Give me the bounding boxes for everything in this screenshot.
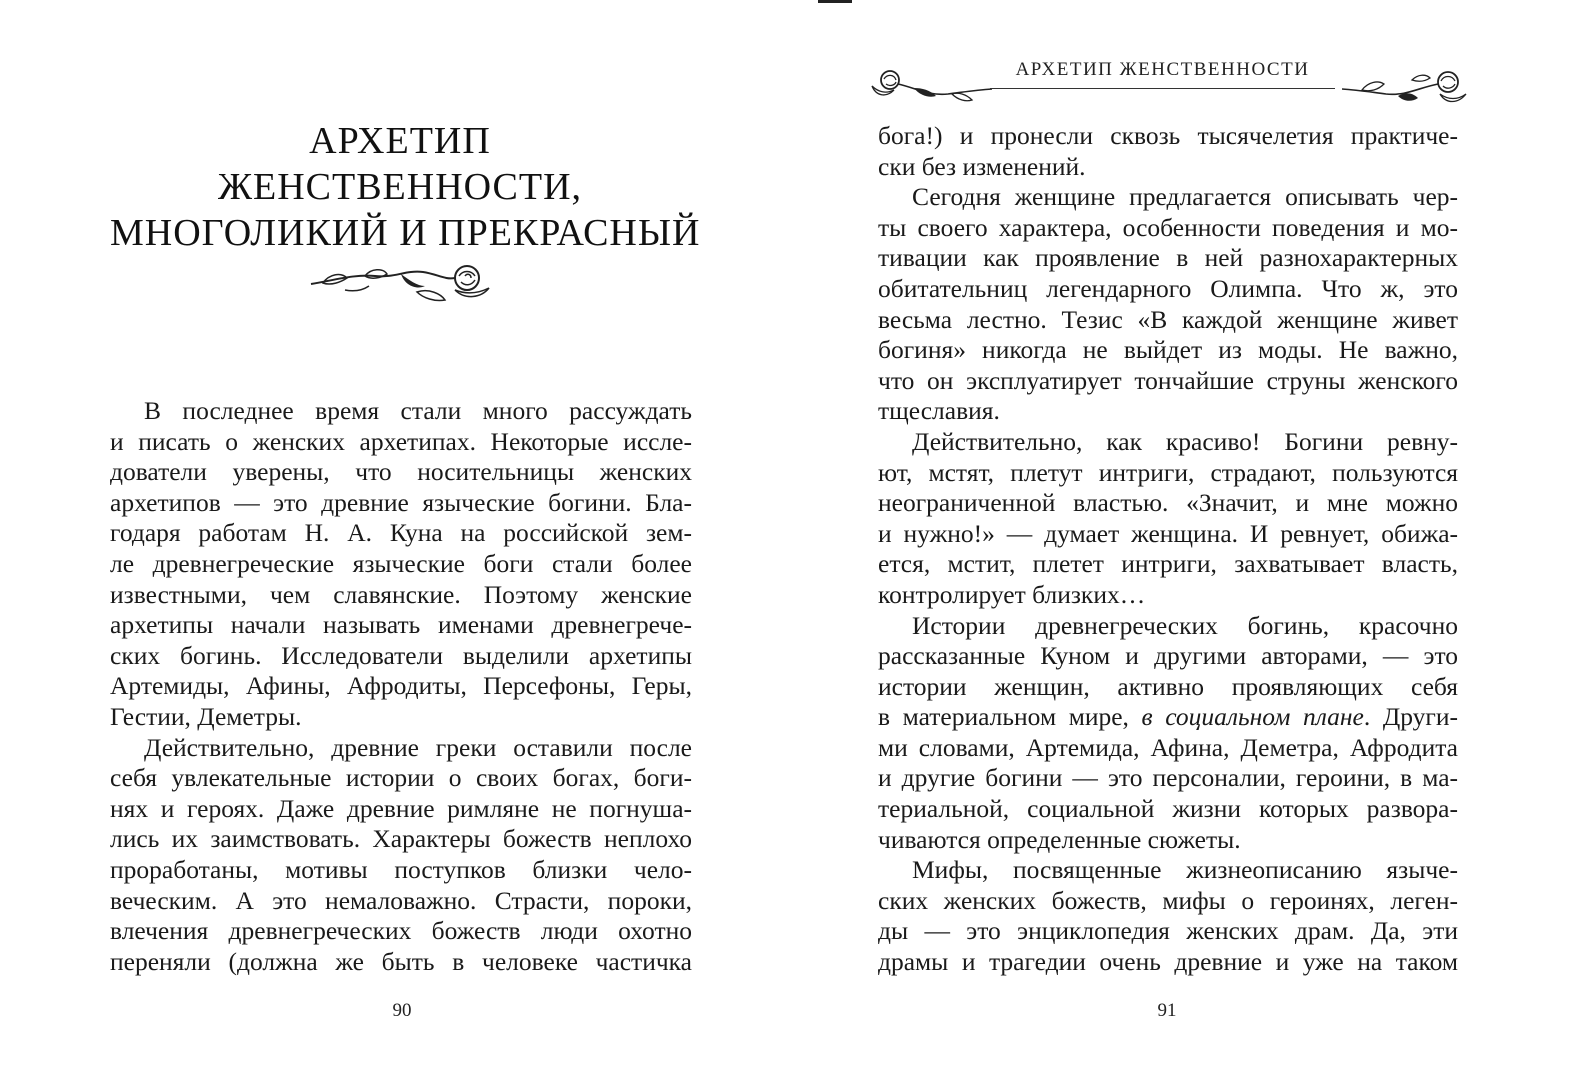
text-line [878,702,1458,733]
text-line: обитательниц легендарного Олимпа. Что ж, это [878,273,1458,303]
header-rose-ornament-right-icon [1342,66,1470,106]
text-line: переняли (должна же быть в человеке частичка [110,946,692,976]
text-line: Действительно, древние греки оставили после [144,732,692,762]
text-line: Мифы, посвященные жизнеописанию языче- [912,855,1458,885]
text-line: неограниченной властью. «Значит, и мне можно [878,488,1458,518]
text-line: ют, мстят, плетут интриги, страдают, пользуются [878,457,1458,487]
text-line: ски без изменений. [878,151,1086,181]
text-line: чиваются определенные сюжеты. [878,824,1241,854]
text-line: ды — это энциклопедия женских драм. Да, эти [878,916,1458,946]
text-line: ми словами, Артемида, Афина, Деметра, Афродита [878,732,1458,762]
running-header-rule [990,88,1335,89]
italic-emphasis: в социальном плане [1141,702,1364,732]
chapter-title-line: МНОГОЛИКИЙ И ПРЕКРАСНЫЙ [110,212,701,254]
right-page-body-text [878,121,1458,978]
text-line: Действительно, как красиво! Богини ревну- [912,426,1458,456]
page-number-left: 90 [392,1000,412,1021]
chapter-title-line: АРХЕТИП [309,120,491,162]
text-line: контролирует близких… [878,579,1146,609]
text-line: истории женщин, активно проявляющих себя [878,671,1458,701]
running-header: АРХЕТИП ЖЕНСТВЕННОСТИ [1015,59,1310,80]
text-line: ты своего характера, особенности поведения и мо- [878,212,1458,242]
text-line: Сегодня женщине предлагается описывать чер- [912,182,1458,212]
text-line: богиня» никогда не выйдет из моды. Не важно, [878,335,1458,365]
text-line: проработаны, мотивы поступков близки чело- [110,854,692,884]
text-line: веческим. А это немаловажно. Страсти, пороки, [110,885,692,915]
text-line: В последнее время стали много рассуждать [144,396,692,425]
text-line: влечения древнегреческих божеств люди охотно [110,916,692,946]
text-line: себя увлекательные истории о своих богах, боги- [110,763,692,793]
text-line: и другие богини — это персоналии, героини, в ма- [878,763,1458,793]
text-line: ских богинь. Исследователи выделили архетипы [110,640,692,670]
text-segment: . Други- [1363,702,1459,732]
text-line: и писать о женских архетипах. Некоторые иссле- [110,426,692,456]
left-page-body-text [110,396,692,977]
text-line: териальной, социальной жизни которых развора- [878,794,1458,824]
header-rose-ornament-left-icon [868,66,992,106]
text-line: нях и героях. Даже древние римляне не погнуша- [110,793,692,823]
text-line: Истории древнегреческих богинь, красочно [912,610,1458,640]
text-line: бога!) и пронесли сквозь тысячелетия практиче- [878,121,1458,150]
text-line: весьма лестно. Тезис «В каждой женщине живет [878,304,1458,334]
text-line: известными, чем славянские. Поэтому женские [110,579,692,609]
text-segment: в материальном мире, [878,702,1142,732]
text-line: тщеславия. [878,396,1000,426]
text-line: ских женских божеств, мифы о героинях, леген- [878,885,1458,915]
text-line: Артемиды, Афины, Афродиты, Персефоны, Геры, [110,671,692,701]
text-line: что он эксплуатирует тончайшие струны женского [878,365,1458,395]
text-line: архетипов — это древние языческие богини. Бла- [110,487,692,517]
text-line: драмы и трагедии очень древние и уже на таком [878,947,1458,977]
text-line: ется, мстит, плетет интриги, захватывает власть, [878,549,1458,579]
rose-vine-ornament-icon [305,256,495,306]
chapter-title [110,118,701,256]
text-line: дователи уверены, что носительницы женских [110,457,692,487]
text-line: архетипы начали называть именами древнегрече- [110,610,692,640]
text-line: ле древнегреческие языческие боги стали более [110,548,692,578]
text-line: тивации как проявление в ней разнохарактерных [878,243,1458,273]
text-line: Гестии, Деметры. [110,701,302,731]
text-line: лись их заимствовать. Характеры божеств неплохо [110,824,692,854]
text-line: рассказанные Куном и другими авторами, — это [878,641,1458,671]
chapter-title-line: ЖЕНСТВЕННОСТИ, [217,166,583,208]
page-number-right: 91 [1157,1000,1177,1021]
text-line: годаря работам Н. А. Куна на российской зем- [110,518,692,548]
text-line: и нужно!» — думает женщина. И ревнует, обижа- [878,518,1458,548]
